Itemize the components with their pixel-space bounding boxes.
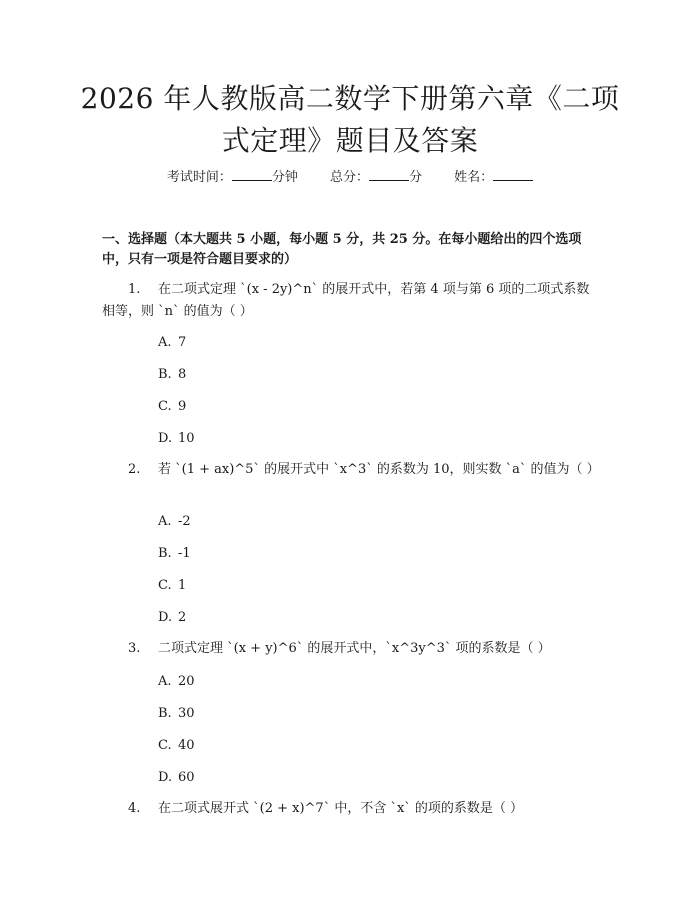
- exam-time-field: [167, 170, 298, 185]
- option-value: 1: [178, 578, 187, 593]
- page-title: 2026 年人教版高二数学下册第六章《二项式定理》题目及答案: [80, 82, 620, 157]
- question-4-number: 4.: [128, 801, 141, 816]
- option-letter: D.: [158, 431, 173, 446]
- option-letter: A.: [158, 335, 172, 350]
- question-1-option-a: [158, 334, 186, 352]
- question-3-number: 3.: [128, 641, 141, 656]
- question-4-text: 在二项式展开式 `(2 + x)^7` 中，不含 `x` 的项的系数是（ ）: [158, 801, 524, 816]
- question-3-option-c: [158, 737, 195, 755]
- option-value: -1: [178, 546, 191, 561]
- option-letter: B.: [158, 706, 172, 721]
- question-2-option-d: [158, 609, 186, 627]
- option-letter: B.: [158, 367, 172, 382]
- question-3-option-a: [158, 673, 195, 691]
- question-3-option-b: [158, 705, 195, 723]
- question-2-option-c: [158, 577, 186, 595]
- section-heading: 一、选择题（本大题共 5 小题，每小题 5 分，共 25 分。在每小题给出的四个选项中，只有一项是符合题目要求的）: [102, 232, 582, 267]
- option-value: 9: [178, 399, 187, 414]
- question-1-option-d: [158, 430, 195, 448]
- option-letter: D.: [158, 610, 173, 625]
- option-letter: C.: [158, 578, 172, 593]
- option-value: 10: [178, 431, 195, 446]
- question-2-option-b: [158, 545, 191, 563]
- question-1: [102, 279, 602, 323]
- question-4: [102, 798, 602, 820]
- total-score-label: 总分：: [329, 170, 369, 185]
- option-value: 7: [178, 335, 187, 350]
- option-value: 60: [178, 770, 195, 785]
- option-value: 2: [178, 610, 187, 625]
- exam-time-blank: [232, 168, 272, 181]
- option-letter: C.: [158, 738, 172, 753]
- student-name-field: [454, 170, 533, 185]
- total-score-unit: 分: [409, 170, 423, 185]
- option-value: 20: [178, 674, 195, 689]
- exam-info-line: [0, 168, 700, 187]
- question-3: [102, 638, 602, 660]
- exam-time-label: 考试时间：: [166, 170, 232, 185]
- option-letter: A.: [158, 514, 172, 529]
- question-1-option-c: [158, 398, 186, 416]
- question-2: [102, 459, 602, 481]
- option-value: 30: [178, 706, 195, 721]
- question-2-text: 若 `(1 + ax)^5` 的展开式中 `x^3` 的系数为 10，则实数 `a` 的值为（ ）: [158, 462, 600, 477]
- question-3-option-d: [158, 769, 195, 787]
- option-value: 40: [178, 738, 195, 753]
- student-name-label: 姓名：: [454, 170, 494, 185]
- option-letter: A.: [158, 674, 172, 689]
- question-2-number: 2.: [128, 462, 141, 477]
- option-letter: B.: [158, 546, 172, 561]
- question-1-number: 1.: [128, 282, 141, 297]
- question-3-text: 二项式定理 `(x + y)^6` 的展开式中，`x^3y^3` 项的系数是（ ）: [158, 641, 551, 656]
- option-letter: C.: [158, 399, 172, 414]
- option-value: 8: [178, 367, 187, 382]
- student-name-blank: [493, 168, 533, 181]
- option-value: -2: [178, 514, 191, 529]
- exam-time-unit: 分钟: [271, 170, 298, 185]
- total-score-field: [330, 170, 422, 185]
- total-score-blank: [369, 168, 409, 181]
- option-letter: D.: [158, 770, 173, 785]
- question-2-option-a: [158, 513, 191, 531]
- question-1-option-b: [158, 366, 186, 384]
- question-1-text: 在二项式定理 `(x - 2y)^n` 的展开式中，若第 4 项与第 6 项的二项式系数相等，则 `n` 的值为（ ）: [102, 282, 590, 319]
